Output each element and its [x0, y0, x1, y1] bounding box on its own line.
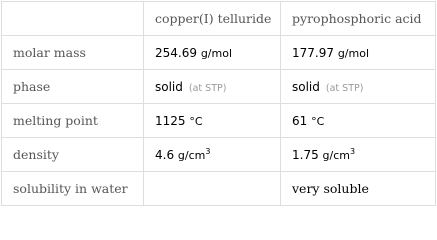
phase-copper-telluride [144, 70, 281, 104]
header-empty-cell [2, 2, 144, 36]
row-label-molar-mass: molar mass [2, 36, 144, 70]
solubility-copper-telluride [144, 172, 281, 206]
value: 1125 [155, 113, 186, 128]
value: solid [292, 79, 320, 94]
solubility-pyrophosphoric-acid: very soluble [281, 172, 436, 206]
unit [177, 146, 211, 162]
unit [322, 146, 356, 162]
unit: g/mol [200, 46, 233, 60]
molar-mass-copper-telluride [144, 36, 281, 70]
value: 4.6 [155, 147, 175, 162]
column-header-pyrophosphoric-acid: pyrophosphoric acid [281, 2, 436, 36]
row-label-solubility: solubility in water [2, 172, 144, 206]
phase-pyrophosphoric-acid [281, 70, 436, 104]
melting-point-copper-telluride [144, 104, 281, 138]
unit-base: g/cm [177, 148, 206, 162]
unit: °C [311, 114, 325, 128]
unit-exponent: 3 [350, 146, 356, 156]
table-row [2, 138, 436, 172]
table-row [2, 172, 436, 206]
unit-base: g/cm [322, 148, 350, 162]
unit: °C [189, 114, 203, 128]
table-row [2, 36, 436, 70]
table-row [2, 70, 436, 104]
value: 177.97 [292, 45, 334, 60]
density-pyrophosphoric-acid [281, 138, 436, 172]
molar-mass-pyrophosphoric-acid [281, 36, 436, 70]
table-row [2, 104, 436, 138]
melting-point-pyrophosphoric-acid [281, 104, 436, 138]
column-header-copper-telluride: copper(I) telluride [144, 2, 281, 36]
value: 254.69 [155, 45, 197, 60]
unit: g/mol [337, 46, 370, 60]
note: (at STP) [325, 82, 364, 94]
note: (at STP) [188, 82, 227, 94]
properties-table [1, 1, 436, 206]
unit-exponent: 3 [205, 146, 211, 156]
value: 1.75 [292, 147, 319, 162]
row-label-density: density [2, 138, 144, 172]
value: solid [155, 79, 183, 94]
density-copper-telluride [144, 138, 281, 172]
value: 61 [292, 113, 308, 128]
header-row [2, 2, 436, 36]
row-label-phase: phase [2, 70, 144, 104]
row-label-melting-point: melting point [2, 104, 144, 138]
